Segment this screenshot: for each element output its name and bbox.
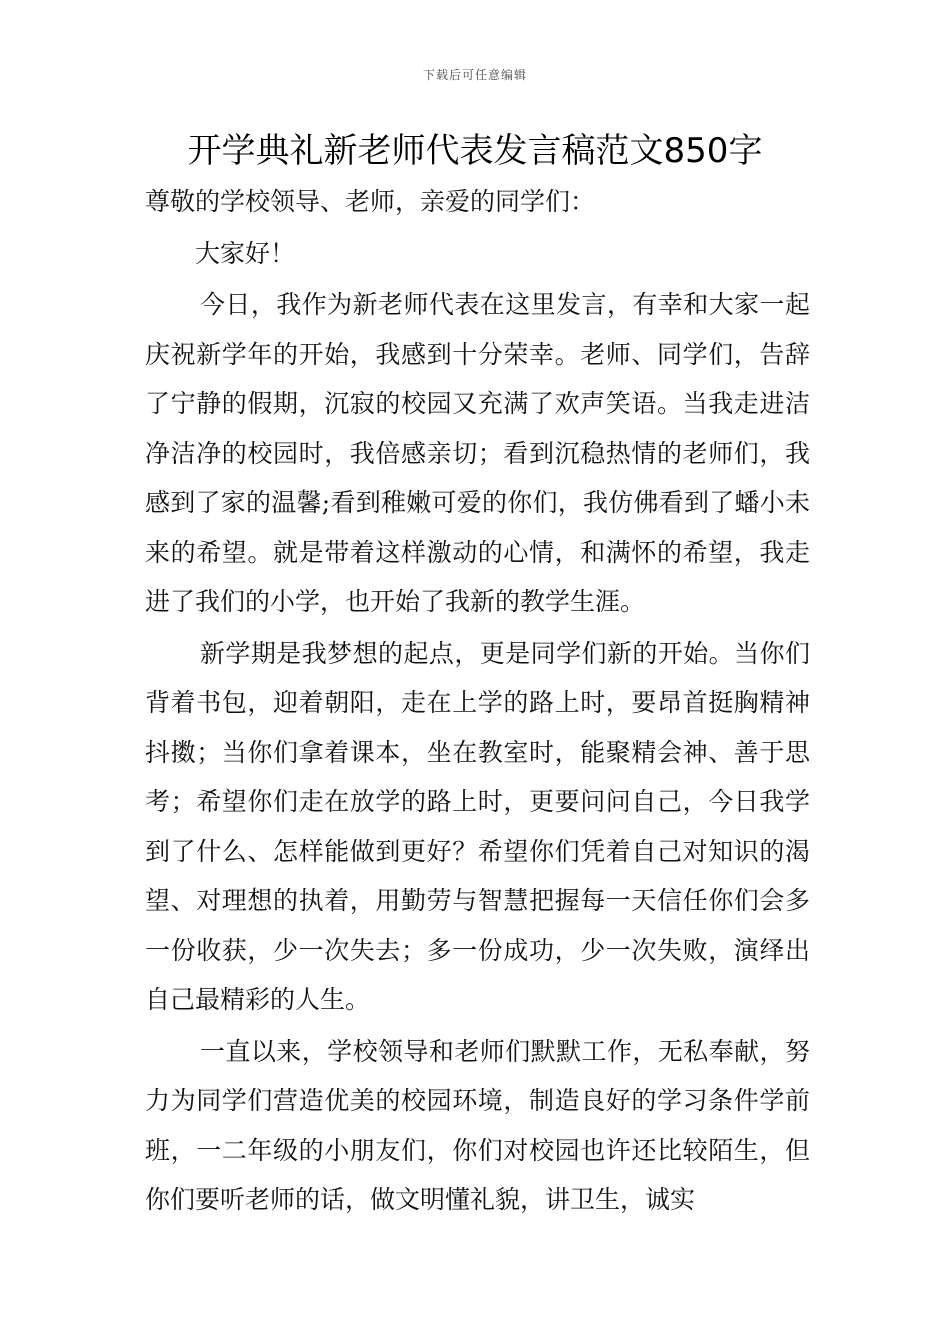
paragraph-3: 一直以来，学校领导和老师们默默工作，无私奉献，努力为同学们营造优美的校园环境，制造良好的学习条件学前班，一二年级的小朋友们，你们对校园也许还比较陌生，但你们要听老师的话，做文明懂礼貌，讲卫生，诚实 — [145, 1036, 810, 1214]
document-body — [145, 177, 810, 1225]
paragraph-1: 今日，我作为新老师代表在这里发言，有幸和大家一起庆祝新学年的开始，我感到十分荣幸。老师、同学们，告辞了宁静的假期，沉寂的校园又充满了欢声笑语。当我走进洁净洁净的校园时，我倍感亲切；看到沉稳热情的老师们，我感到了家的温馨;看到稚嫩可爱的你们，我仿佛看到了蟠小未来的希望。就是带着这样激动的心情，和满怀的希望，我走进了我们的小学，也开始了我新的教学生涯。 — [145, 290, 810, 616]
salutation: 尊敬的学校领导、老师，亲爱的同学们： — [145, 187, 596, 216]
document-title: 开学典礼新老师代表发言稿范文850字 — [187, 131, 763, 171]
header-note: 下载后可任意编辑 — [422, 68, 527, 82]
paragraph-2: 新学期是我梦想的起点，更是同学们新的开始。当你们背着书包，迎着朝阳，走在上学的路上时，要昂首挺胸精神抖擞；当你们拿着课本，坐在教室时，能聚精会神、善于思考；希望你们走在放学的路上时，更要问问自己，今日我学到了什么、怎样能做到更好？希望你们凭着自己对知识的渴望、对理想的执着，用勤劳与智慧把握每一天信任你们会多一份收获，少一次失去；多一份成功，少一次失败，演绎出自己最精彩的人生。 — [145, 638, 810, 1014]
greeting: 大家好！ — [195, 238, 296, 268]
